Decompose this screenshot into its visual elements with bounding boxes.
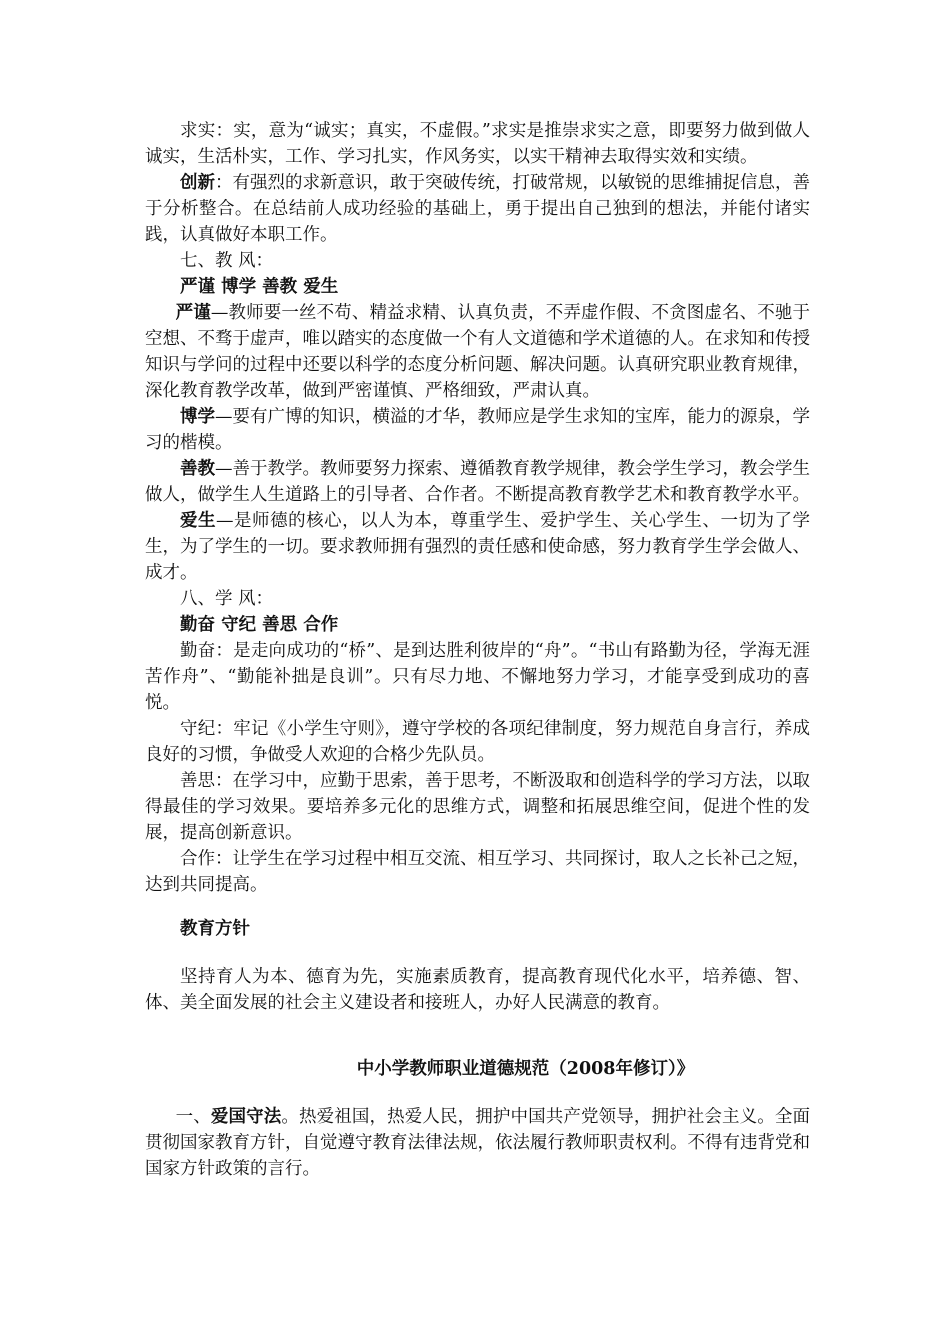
label-boxue: 博学 [180,407,215,427]
label-qiushi: 求实 [180,121,216,141]
paragraph-aisheng [145,508,810,586]
spacer [145,898,810,916]
motto-xuefeng: 勤奋 守纪 善思 合作 [180,615,339,635]
label-aisheng: 爱生 [180,511,217,531]
motto-jiaofeng: 严谨 博学 善教 爱生 [180,277,339,297]
spacer [145,1082,810,1104]
label-shanjiao: 善教 [180,459,215,479]
paragraph-yanjin [145,300,810,404]
heading-jiaofeng: 七、教 风： [180,251,274,271]
label-chuangxin: 创新 [180,173,215,193]
label-aiguoshoufa: 爱国守法 [210,1107,282,1127]
text-chuangxin: ：有强烈的求新意识，敢于突破传统，打破常规，以敏锐的思维捕捉信息，善于分析整合。在总结前人成功经验的基础上，勇于提出自己独到的想法，并能付诸实践，认真做好本职工作。 [145,173,810,245]
text-guifan-1: 。热爱祖国，热爱人民，拥护中国共产党领导，拥护社会主义。全面贯彻国家教育方针，自觉遵守教育法律法规，依法履行教师职责权利。不得有违背党和国家方针政策的言行。 [145,1107,810,1179]
paragraph-qiushi [145,118,810,170]
label-yanjin: 严谨 [175,303,211,323]
paragraph-qinfen: 勤奋：是走向成功的“桥”、是到达胜利彼岸的“舟”。“书山有路勤为径，学海无涯苦作舟”、“勤能补拙是良训”。只有尽力地、不懈地努力学习，才能享受到成功的喜悦。 [145,641,810,713]
paragraph-hezuo: 合作：让学生在学习过程中相互交流、相互学习、共同探讨，取人之长补己之短，达到共同提高。 [145,849,810,895]
paragraph-fangzhen: 坚持育人为本、德育为先，实施素质教育，提高教育现代化水平，培养德、智、体、美全面发展的社会主义建设者和接班人，办好人民满意的教育。 [145,967,810,1013]
paragraph-shansi: 善思：在学习中，应勤于思索，善于思考，不断汲取和创造科学的学习方法，以取得最佳的学习效果。要培养多元化的思维方式，调整和拓展思维空间，促进个性的发展，提高创新意识。 [145,771,810,843]
document-page [145,118,810,1182]
spacer [145,942,810,964]
text-yanjin: —教师要一丝不苟、精益求精、认真负责，不弄虚作假、不贪图虚名、不驰于空想、不骛于虚声，唯以踏实的态度做一个有人文道德和学术道德的人。在求知和传授知识与学问的过程中还要以科学的态度分析问题、解决问题。认真研究职业教育规律，深化教育教学改革，做到严密谨慎、严格细致，严肃认真。 [145,303,810,401]
paragraph-guifan-1 [145,1104,810,1182]
paragraph-boxue [145,404,810,456]
title-guifan: 中小学教师职业道德规范（2008年修订）》 [356,1059,695,1079]
paragraph-shanjiao [145,456,810,508]
text-aisheng: —是师德的核心，以人为本，尊重学生、爱护学生、关心学生、一切为了学生，为了学生的一切。要求教师拥有强烈的责任感和使命感，努力教育学生学会做人、成才。 [145,511,810,583]
text-shanjiao: —善于教学。教师要努力探索、遵循教育教学规律，教会学生学习，教会学生做人，做学生人生道路上的引导者、合作者。不断提高教育教学艺术和教育教学水平。 [145,459,810,505]
paragraph-shouji: 守纪：牢记《小学生守则》，遵守学校的各项纪律制度，努力规范自身言行，养成良好的习惯，争做受人欢迎的合格少先队员。 [145,719,810,765]
number-guifan-1: 一、 [175,1107,211,1127]
text-qiushi: ：实，意为“诚实；真实，不虚假。”求实是推崇求实之意，即要努力做到做人诚实，生活朴实，工作、学习扎实，作风务实，以实干精神去取得实效和实绩。 [145,121,811,167]
spacer [145,1016,810,1056]
text-boxue: —要有广博的知识，横溢的才华，教师应是学生求知的宝库，能力的源泉，学习的楷模。 [145,407,810,453]
heading-xuefeng: 八、学 风： [180,589,274,609]
heading-fangzhen: 教育方针 [180,919,250,939]
paragraph-chuangxin [145,170,810,248]
